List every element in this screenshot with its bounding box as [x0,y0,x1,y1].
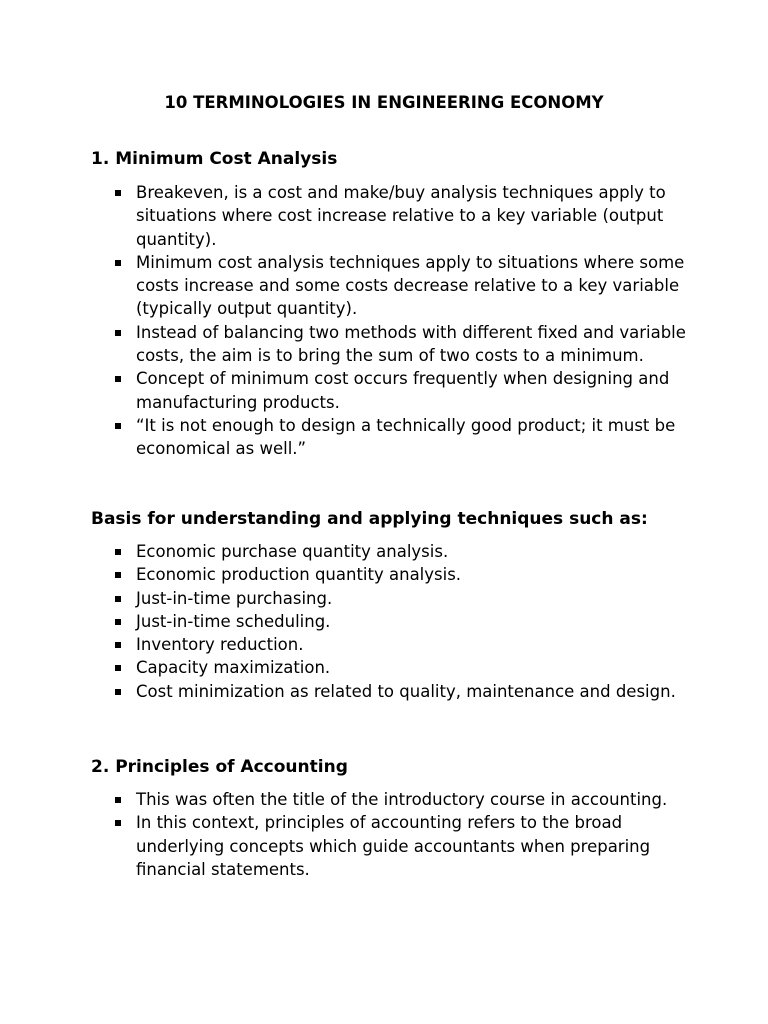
square-bullet-icon [115,572,121,578]
square-bullet-icon [115,642,121,648]
square-bullet-icon [115,423,121,429]
list-item [114,563,694,586]
list-item-text: This was often the title of the introductory course in accounting. [136,790,668,809]
list-item [114,788,694,811]
list-item [114,181,694,251]
list-item [114,367,694,414]
square-bullet-icon [115,596,121,602]
list-item-text: Minimum cost analysis techniques apply to situations where some costs increase and some costs decrease relative to a key variable (typically output quantity). [136,252,685,319]
list-item-text: Economic production quantity analysis. [136,565,462,585]
list-item [114,811,694,881]
square-bullet-icon [115,330,121,336]
square-bullet-icon [115,619,121,625]
square-bullet-icon [115,820,121,826]
list-item-text: Just-in-time purchasing. [136,588,333,608]
list-item-text: Instead of balancing two methods with different fixed and variable costs, the aim is to bring the sum of two costs to a minimum. [136,322,686,366]
list-item-text: Concept of minimum cost occurs frequently when designing and manufacturing products. [136,369,670,412]
list-item [114,321,694,368]
list-item-text: In this context, principles of accounting refers to the broad underlying concepts which guide accountants when preparing financial statements. [136,813,651,879]
section-heading-basis-for-understanding: Basis for understanding and applying techniques such as: [91,509,648,529]
square-bullet-icon [115,665,121,671]
bullet-list-techniques [114,540,694,703]
list-item-text: Breakeven, is a cost and make/buy analysis techniques apply to situations where cost increase relative to a key variable (output quantity). [136,183,666,249]
section-heading-principles-of-accounting: 2. Principles of Accounting [91,757,348,777]
list-item [114,587,694,610]
list-item-text: Cost minimization as related to quality, maintenance and design. [136,681,676,701]
list-item [114,540,694,563]
list-item [114,680,694,703]
list-item-text: Just-in-time scheduling. [136,611,331,631]
list-item-text: Economic purchase quantity analysis. [136,542,449,561]
list-item [114,633,694,656]
list-item [114,251,694,321]
square-bullet-icon [115,190,121,196]
square-bullet-icon [115,260,121,266]
list-item-text: “It is not enough to design a technically good product; it must be economical as well.” [136,415,676,459]
list-item [114,656,694,679]
section-heading-minimum-cost-analysis: 1. Minimum Cost Analysis [91,149,338,169]
list-item [114,414,694,461]
bullet-list-principles-of-accounting [114,788,694,881]
square-bullet-icon [115,549,121,555]
square-bullet-icon [115,689,121,695]
document-title: 10 TERMINOLOGIES IN ENGINEERING ECONOMY [164,93,604,112]
list-item [114,610,694,633]
square-bullet-icon [115,376,121,382]
list-item-text: Capacity maximization. [136,658,331,678]
bullet-list-minimum-cost-analysis [114,181,694,461]
square-bullet-icon [115,797,121,803]
list-item-text: Inventory reduction. [136,635,304,655]
